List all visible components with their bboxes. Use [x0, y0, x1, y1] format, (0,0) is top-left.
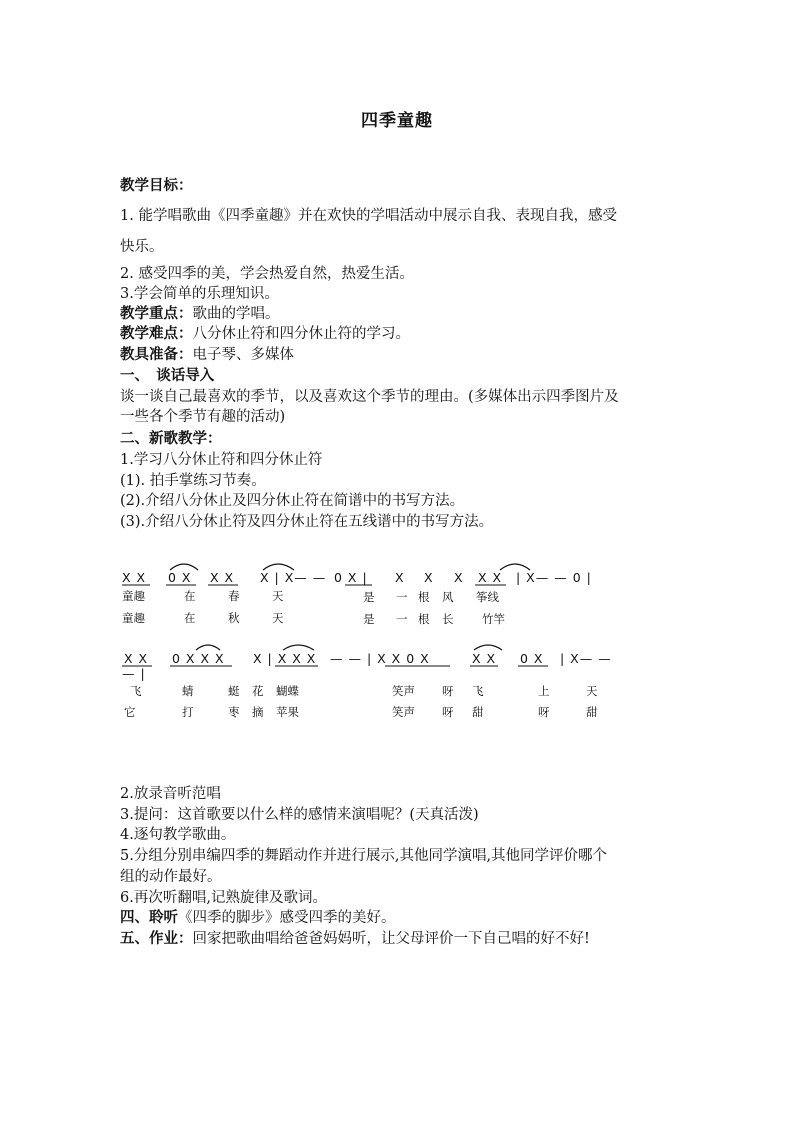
score-note: 0 X	[168, 570, 192, 585]
score-note: | X— —	[560, 651, 612, 666]
score-note: X X	[122, 570, 147, 585]
materials-text: 电子琴、多媒体	[192, 347, 294, 363]
section5	[120, 929, 590, 949]
score-lyric: 风	[442, 590, 454, 604]
objective-1: 1. 能学唱歌曲《四季童趣》并在欢快的学唱活动中展示自我、表现自我，感受	[120, 208, 617, 224]
score-lyric: 根	[418, 590, 430, 604]
score-lyric: 天	[272, 611, 284, 625]
score-lyric: 天	[272, 589, 284, 603]
score	[120, 556, 640, 726]
score-lyric: 长	[442, 612, 454, 626]
score-note: 0 X |	[334, 570, 368, 585]
score-lyric: 在	[184, 589, 196, 603]
section4	[120, 908, 396, 928]
step-3: 3.提问：这首歌要以什么样的感情来演唱呢？(天真活泼)	[120, 807, 479, 823]
score-lyric: 蜻	[182, 684, 194, 698]
step-5: 5.分组分别串编四季的舞蹈动作并进行展示,其他同学演唱,其他同学评价哪个	[120, 848, 608, 864]
step-1-3: (3).介绍八分休止符及四分休止符在五线谱中的书写方法。	[120, 514, 494, 530]
step-1-2: (2).介绍八分休止及四分休止符在简谱中的书写方法。	[120, 493, 465, 509]
section5-text: 回家把歌曲唱给爸爸妈妈听，让父母评价一下自己唱的好不好!	[192, 931, 590, 947]
score-lyric: 甜	[472, 705, 484, 719]
score-lyric: 呀	[538, 705, 550, 719]
score-lyric: 竹竿	[482, 612, 505, 626]
score-note: X	[424, 570, 434, 585]
score-lyric: 它	[124, 705, 136, 719]
score-lyric: 呀	[442, 684, 454, 698]
step-2: 2.放录音听范唱	[120, 786, 221, 802]
score-lyric: 是	[363, 590, 375, 604]
step-1: 1.学习八分休止符和四分休止符	[120, 452, 323, 468]
difficult-point	[120, 324, 410, 344]
materials	[120, 345, 294, 365]
section4-label: 四、聆听	[120, 909, 178, 926]
score-note: | X— — 0 |	[516, 570, 592, 585]
score-lyric: 筝线	[476, 590, 499, 604]
score-lyric: 蝴蝶	[276, 684, 299, 698]
section4-text: 《四季的脚步》感受四季的美好。	[178, 910, 396, 926]
score-lyric: 花	[252, 684, 264, 698]
score-lyric: 笑声	[392, 705, 415, 719]
objective-1-continued: 快乐。	[120, 239, 164, 255]
objective-3: 3.学会简单的乐理知识。	[120, 286, 279, 302]
score-lyric: 笑声	[392, 684, 415, 698]
section1-heading: 一、 谈话导入	[120, 367, 215, 384]
step-4: 4.逐句教学歌曲。	[120, 827, 236, 843]
score-lyric: 在	[184, 611, 196, 625]
materials-label: 教具准备：	[120, 346, 193, 363]
score-note: X | X— —	[260, 570, 327, 585]
key-point-label: 教学重点：	[120, 305, 193, 322]
section1-text: 谈一谈自己最喜欢的季节，以及喜欢这个季节的理由。(多媒体出示四季图片及	[120, 389, 619, 405]
section2-heading: 二、新歌教学：	[120, 430, 222, 447]
score-lyric: 甜	[586, 705, 598, 719]
score-lyric: 摘	[252, 705, 264, 719]
document-title: 四季童趣	[361, 111, 433, 131]
difficult-point-text: 八分休止符和四分休止符的学习。	[192, 326, 410, 342]
objectives-heading: 教学目标：	[120, 177, 193, 194]
score-lyric: 天	[586, 684, 598, 698]
score-lyric: 童趣	[122, 611, 145, 625]
step-1-1: (1). 拍手掌练习节奏。	[120, 473, 266, 489]
section5-label: 五、作业：	[120, 930, 193, 947]
key-point-text: 歌曲的学唱。	[192, 306, 280, 322]
score-note: X	[395, 570, 405, 585]
score-note: 0 X X X	[172, 651, 225, 666]
score-note: X X	[478, 570, 503, 585]
difficult-point-label: 教学难点：	[120, 325, 193, 342]
score-lyric: 童趣	[122, 589, 145, 603]
score-lyric: 飞	[130, 684, 142, 698]
score-lyric: 春	[228, 589, 240, 603]
objective-2: 2. 感受四季的美，学会热爱自然，热爱生活。	[120, 266, 414, 282]
score-lyric: 枣	[228, 705, 240, 719]
score-note: X X	[472, 651, 497, 666]
score-note: X X	[124, 651, 149, 666]
score-lyric: 秋	[228, 611, 240, 625]
score-lyric: 打	[182, 705, 194, 719]
score-lyric: 根	[418, 612, 430, 626]
score-note: — |	[122, 666, 146, 681]
score-note: 0 X	[520, 651, 544, 666]
section1-text-continued: 一些各个季节有趣的活动)	[120, 409, 286, 425]
score-lyric: 苹果	[276, 705, 299, 719]
score-note: — — | X X 0 X	[330, 651, 430, 666]
key-point	[120, 304, 280, 324]
score-note: X | X X X	[253, 651, 317, 666]
score-lyric: 一	[396, 612, 408, 626]
score-lyric: 上	[538, 684, 550, 698]
score-lyric: 飞	[472, 684, 484, 698]
score-lyric: 蜓	[228, 684, 240, 698]
score-note: X	[454, 570, 464, 585]
score-lyric: 一	[396, 590, 408, 604]
step-6: 6.再次听翻唱,记熟旋律及歌词。	[120, 890, 327, 906]
score-note: X X	[210, 570, 235, 585]
step-5-continued: 组的动作最好。	[120, 869, 222, 885]
score-lyric: 是	[363, 612, 375, 626]
score-lyric: 呀	[442, 705, 454, 719]
